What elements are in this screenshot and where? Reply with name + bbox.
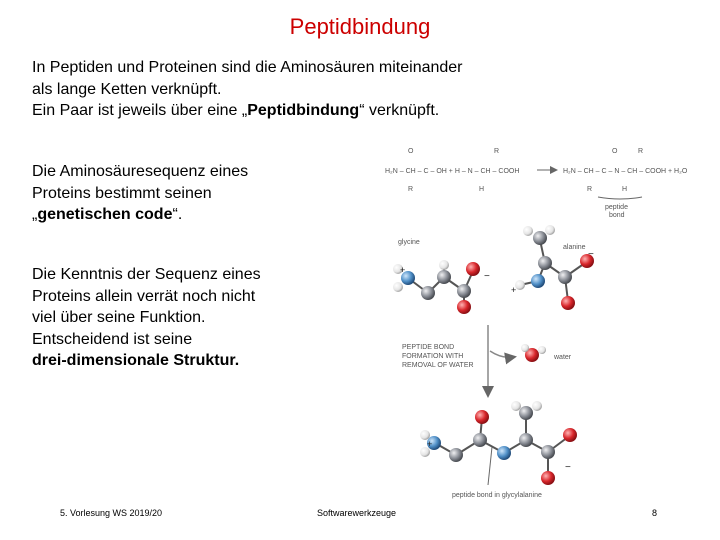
- water-arrow: [490, 351, 514, 357]
- dipeptide-oxygen-2: [541, 471, 555, 485]
- formation-line-3: REMOVAL OF WATER: [402, 362, 474, 369]
- eq-r-left: R: [494, 148, 500, 155]
- dipeptide-hydrogen-3: [511, 401, 521, 411]
- structure-line-4: Entscheidend ist seine: [32, 330, 193, 348]
- formation-line-2: FORMATION WITH: [402, 353, 464, 360]
- alanine-carboxyl-carbon: [558, 270, 572, 284]
- dipeptide-oxygen-3: [563, 428, 577, 442]
- intro-line-3: [32, 100, 552, 122]
- reaction-equation: [385, 148, 688, 219]
- glycine-plus-sign: +: [400, 265, 406, 275]
- formation-line-1: PEPTIDE BOND: [402, 344, 455, 351]
- footer-title: Softwarewerkzeuge: [317, 508, 397, 518]
- structure-line-5-bold: drei-dimensionale Struktur.: [32, 352, 240, 369]
- glycine-oxygen-1: [466, 262, 480, 276]
- alanine-hydrogen-2: [545, 225, 555, 235]
- sequence-line-2: Proteins bestimmt seinen: [32, 184, 212, 202]
- structure-line-3: viel über seine Funktion.: [32, 309, 206, 326]
- dipeptide-carbon-4: [541, 445, 555, 459]
- structure-line-1: Die Kenntnis der Sequenz eines: [32, 266, 261, 283]
- water-hydrogen-2: [538, 346, 546, 354]
- glycine-oxygen-2: [457, 300, 471, 314]
- alanine-minus-sign: −: [588, 249, 594, 260]
- sequence-line-3-post: “.: [172, 206, 183, 223]
- intro-line-3-post: “ verknüpft.: [359, 102, 440, 119]
- dipeptide-methyl-carbon: [519, 406, 533, 420]
- sequence-paragraph: [32, 161, 362, 226]
- footer-course: 5. Vorlesung WS 2019/20: [60, 508, 163, 518]
- eq-peptide-bond-line-2: bond: [609, 212, 625, 219]
- eq-products: H₂N – CH – C – N – CH – COOH + H₂O: [563, 168, 688, 175]
- dipeptide-oxygen-1: [475, 410, 489, 424]
- eq-r-right: R: [638, 148, 644, 155]
- alanine-nitrogen: [531, 274, 545, 288]
- eq-reactants: H₂N – CH – C – OH + H – N – CH – COOH: [385, 168, 520, 175]
- peptide-bond-bracket: [598, 197, 642, 199]
- peptide-bond-figure: [380, 145, 720, 510]
- sequence-line-3-bold: genetischen code: [37, 206, 173, 223]
- dipeptide-hydrogen-4: [532, 401, 542, 411]
- alanine-hydrogen-1: [523, 226, 533, 236]
- intro-line-1: In Peptiden und Proteinen sind die Aminosäuren miteinander: [32, 59, 463, 76]
- alanine-carbon-alpha: [538, 256, 552, 270]
- dipeptide-minus-sign: −: [565, 462, 571, 473]
- sequence-line-3-pre: „: [32, 206, 38, 223]
- sequence-line-3: [32, 204, 362, 226]
- glycine-label: glycine: [398, 239, 420, 246]
- intro-line-3-bold: Peptidbindung: [247, 102, 360, 119]
- eq-o-right: O: [612, 148, 618, 155]
- glycine-carboxyl-carbon: [457, 284, 471, 298]
- structure-line-5: [32, 350, 362, 372]
- glycine-carbon-alpha: [421, 286, 435, 300]
- eq-r-bottom-right: R: [587, 186, 593, 193]
- intro-line-3-pre: Ein Paar ist jeweils über eine „: [32, 102, 248, 119]
- slide-title: Peptidbindung: [289, 14, 431, 39]
- intro-paragraph: [32, 57, 552, 122]
- footer-page-number: 8: [652, 508, 658, 518]
- glycine-hydrogen-3: [439, 260, 449, 270]
- alanine-methyl-carbon: [533, 231, 547, 245]
- structure-line-2: Proteins allein verrät noch nicht: [32, 287, 256, 305]
- dipeptide-caption: peptide bond in glycylalanine: [452, 492, 542, 499]
- dipeptide-carbon-1: [449, 448, 463, 462]
- peptide-figure-svg: [380, 145, 720, 510]
- alanine-plus-sign: +: [511, 285, 517, 295]
- eq-h-bottom-right: H: [622, 186, 628, 193]
- alanine-label: alanine: [563, 244, 586, 251]
- glycine-hydrogen-2: [393, 282, 403, 292]
- dipeptide-nitrogen-2: [497, 446, 511, 460]
- structure-paragraph: [32, 264, 362, 372]
- eq-r-bottom-left: R: [408, 186, 414, 193]
- dipeptide-carbon-3: [519, 433, 533, 447]
- eq-o-left: O: [408, 148, 414, 155]
- glycine-carbon: [437, 270, 451, 284]
- eq-h-bottom-left: H: [479, 186, 485, 193]
- intro-line-2: als lange Ketten verknüpft.: [32, 80, 222, 98]
- sequence-line-1: Die Aminosäuresequenz eines: [32, 163, 249, 180]
- eq-peptide-bond-line-1: peptide: [605, 204, 628, 211]
- alanine-hydrogen-3: [515, 280, 525, 290]
- water-hydrogen-1: [521, 344, 529, 352]
- alanine-oxygen-2: [561, 296, 575, 310]
- dipeptide-plus-sign: +: [427, 439, 433, 449]
- dipeptide-carbon-2: [473, 433, 487, 447]
- water-label: water: [554, 354, 572, 361]
- peptide-bond-pointer: [488, 447, 492, 485]
- glycine-minus-sign: −: [484, 271, 490, 282]
